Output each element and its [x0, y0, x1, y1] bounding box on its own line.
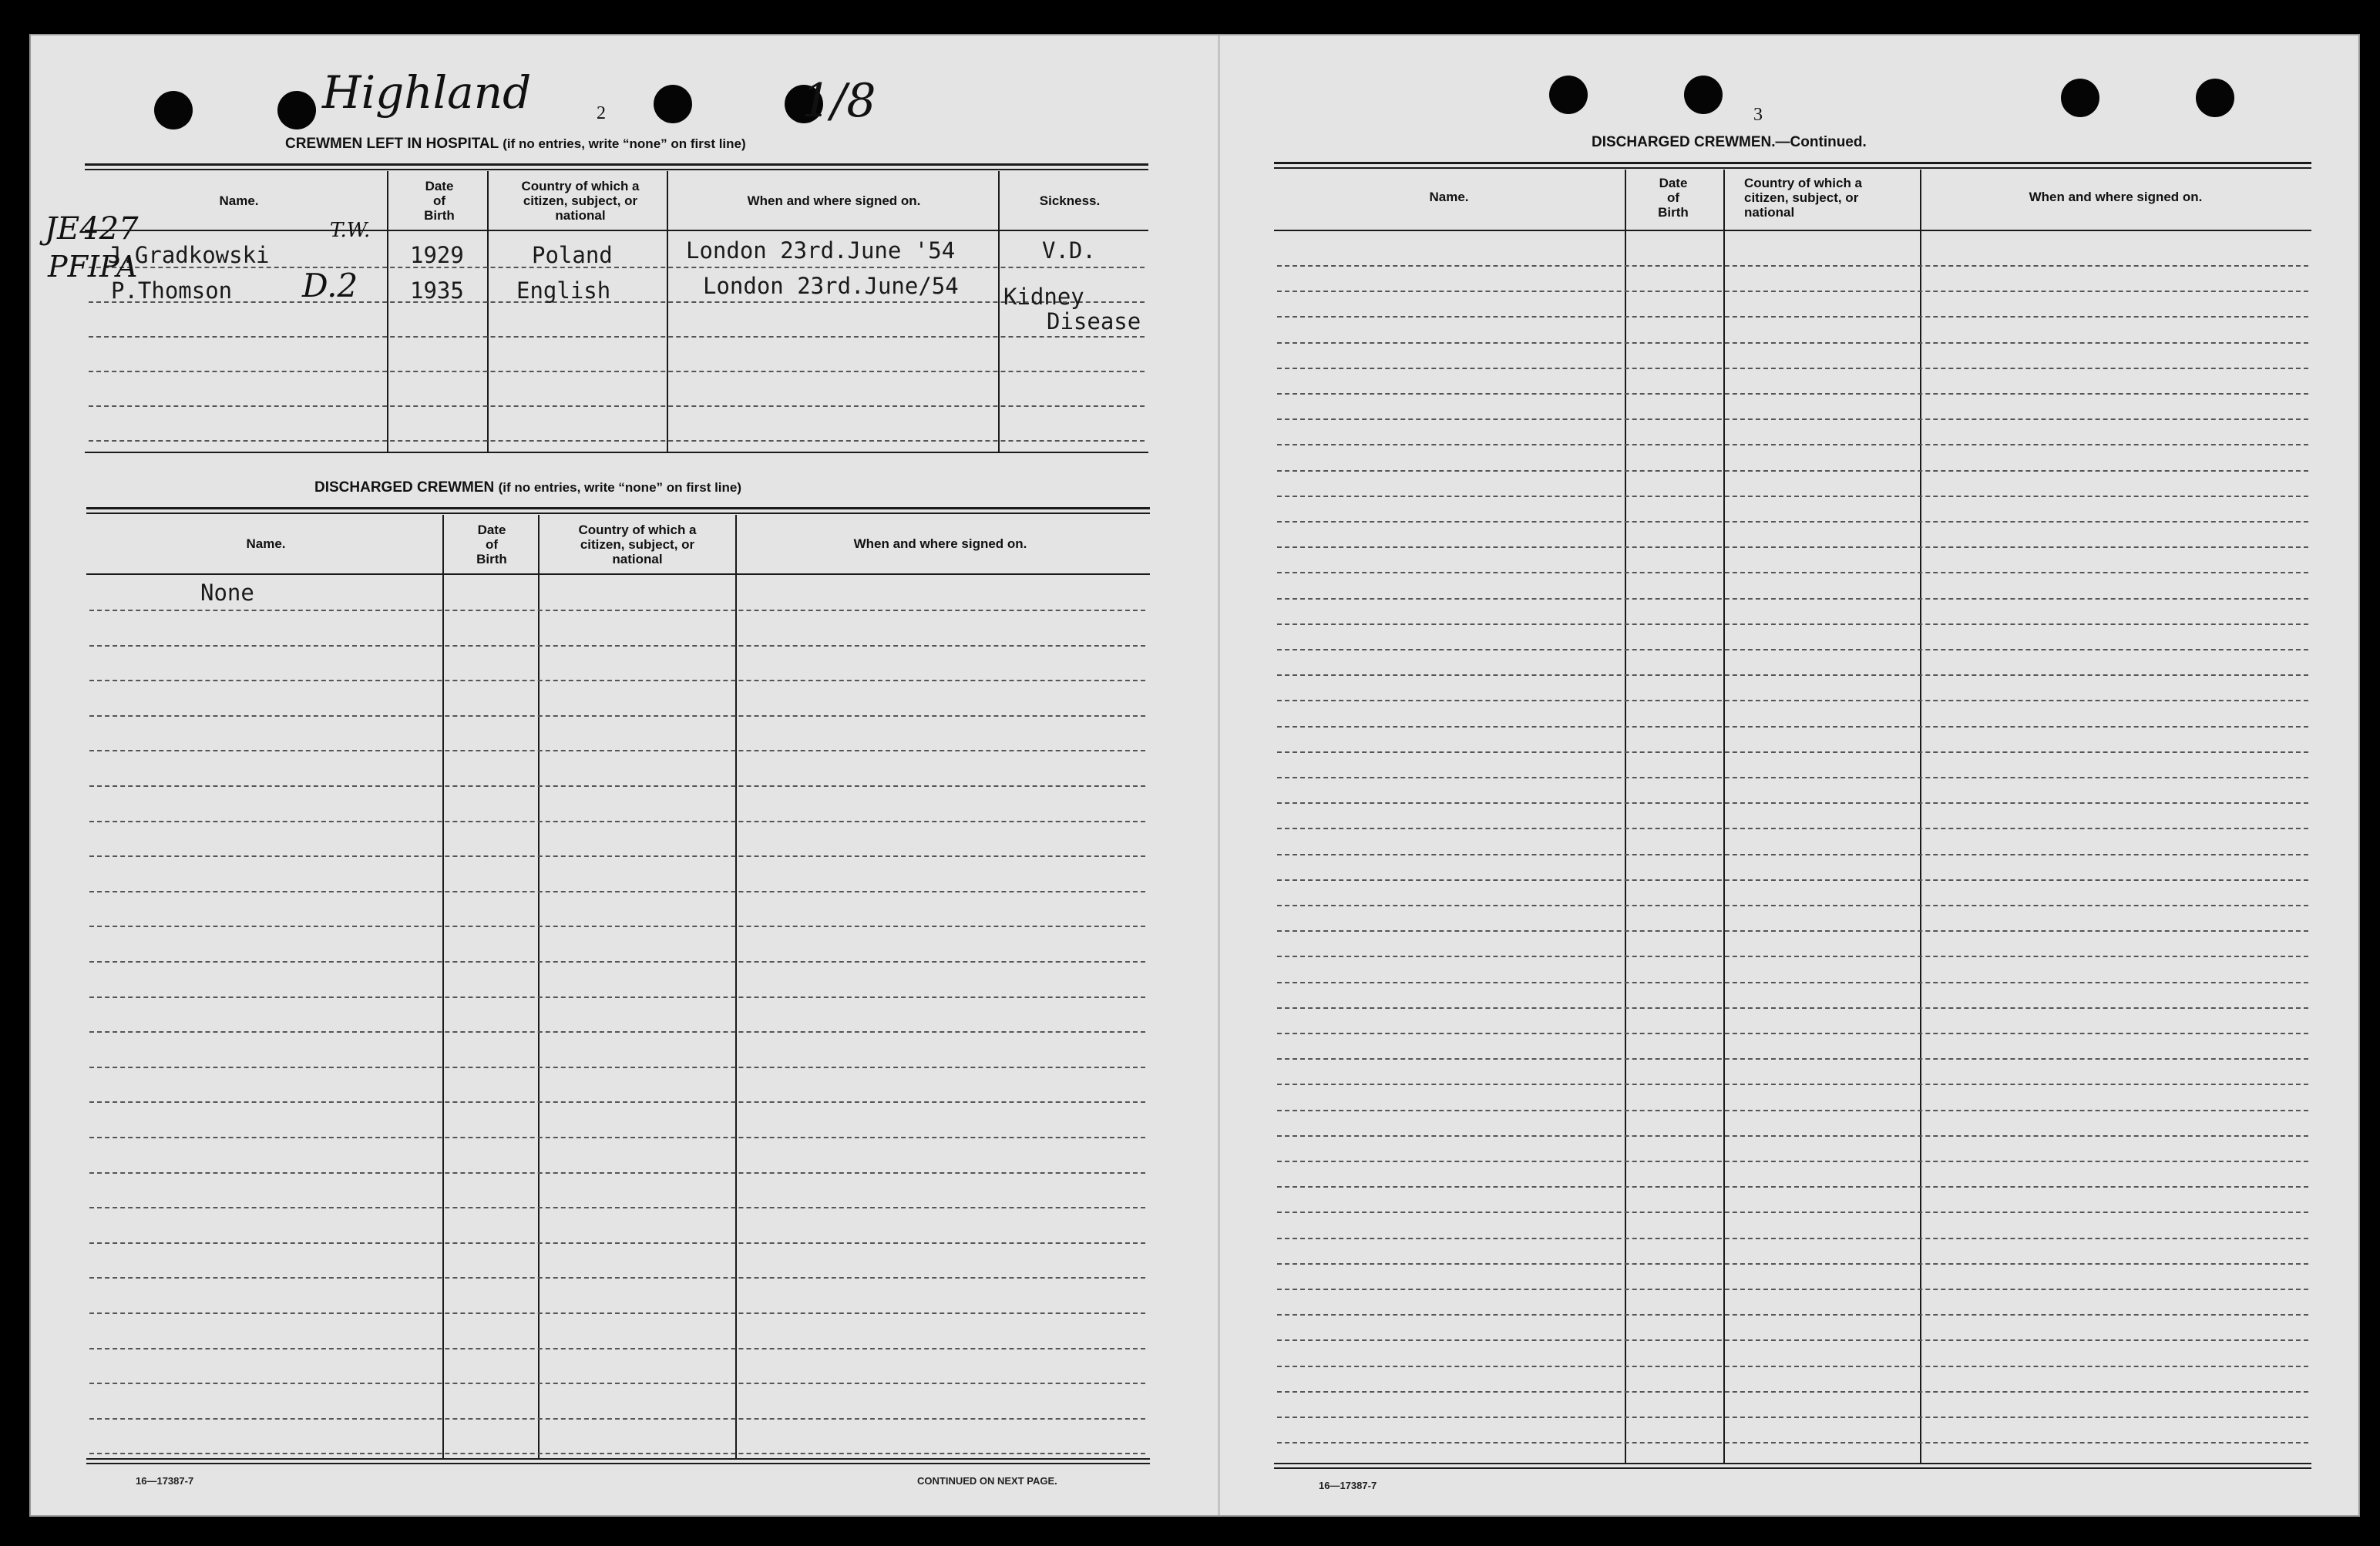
- punch-hole: [1684, 76, 1723, 114]
- entry-line: [89, 926, 1145, 927]
- entry-line: [1277, 674, 2308, 676]
- entry-line: [89, 1277, 1145, 1279]
- entry-line: [1277, 828, 2308, 829]
- hospital-top-rule: [85, 163, 1148, 166]
- entry-line: [89, 1207, 1145, 1208]
- entry-line: [1277, 854, 2308, 855]
- entry-line: [1277, 521, 2308, 523]
- form-number: 16—17387-7: [136, 1475, 194, 1487]
- column-divider: [487, 171, 489, 452]
- punch-hole: [2061, 79, 2099, 117]
- col-name-header: Name.: [1429, 190, 1469, 204]
- right-page: [1222, 35, 2358, 1515]
- right-top-rule: [1274, 162, 2311, 164]
- entry-line: [1277, 572, 2308, 573]
- entry-line: [1277, 726, 2308, 728]
- crew-sickness-line2: Disease: [1047, 308, 1141, 334]
- hospital-section-heading: [285, 136, 746, 153]
- right-bottom-rule: [1274, 1463, 2311, 1464]
- entry-line: [89, 336, 1145, 338]
- entry-line: [1277, 649, 2308, 650]
- crew-dob: 1935: [410, 277, 464, 304]
- crew-sickness: Kidney: [1003, 284, 1084, 310]
- entry-line: [1277, 265, 2308, 267]
- punch-hole: [277, 91, 316, 129]
- crew-annotation: T.W.: [330, 219, 371, 242]
- discharged-top-rule: [86, 507, 1150, 509]
- margin-note: PFIPA: [48, 250, 138, 284]
- entry-line: [1277, 1084, 2308, 1085]
- entry-line: [89, 371, 1145, 372]
- col-sickness-header: Sickness.: [1039, 193, 1101, 208]
- discharged-first-entry: None: [200, 580, 254, 606]
- crew-sickness: V.D.: [1042, 237, 1096, 264]
- form-number: 16—17387-7: [1319, 1480, 1377, 1491]
- column-divider: [1723, 170, 1725, 1464]
- crew-country: Poland: [532, 242, 613, 268]
- entry-line: [1277, 1110, 2308, 1111]
- discharged-header-rule: [86, 573, 1150, 575]
- entry-line: [89, 891, 1145, 892]
- entry-line: [1277, 1314, 2308, 1316]
- col-country-header: Country of which a citizen, subject, or national: [1744, 176, 1862, 220]
- entry-line: [89, 645, 1145, 647]
- entry-line: [1277, 598, 2308, 600]
- hospital-top-rule: [85, 169, 1148, 170]
- discharged-top-rule: [86, 513, 1150, 514]
- entry-line: [89, 1383, 1145, 1384]
- entry-line: [89, 680, 1145, 681]
- entry-line: [1277, 444, 2308, 445]
- entry-line: [1277, 956, 2308, 957]
- crew-dob: 1929: [410, 242, 464, 268]
- column-divider: [667, 171, 668, 452]
- entry-line: [1277, 1417, 2308, 1418]
- col-country-header: Country of which a citizen, subject, or national: [521, 179, 640, 223]
- entry-line: [1277, 1033, 2308, 1034]
- entry-line: [89, 1067, 1145, 1068]
- entry-line: [89, 1242, 1145, 1244]
- entry-line: [1277, 1186, 2308, 1188]
- entry-line: [89, 1418, 1145, 1420]
- entry-line: [1277, 496, 2308, 497]
- punch-hole: [1549, 76, 1588, 114]
- entry-line: [1277, 418, 2308, 420]
- entry-line: [89, 301, 1145, 303]
- entry-line: [1277, 905, 2308, 906]
- punch-hole: [154, 91, 193, 129]
- entry-line: [89, 1348, 1145, 1349]
- entry-line: [1277, 1442, 2308, 1443]
- col-signed-header: When and where signed on.: [747, 193, 921, 208]
- column-divider: [1920, 170, 1921, 1464]
- discharged-heading-text: DISCHARGED CREWMEN: [314, 479, 495, 496]
- page-fold: [1218, 35, 1220, 1515]
- entry-line: [1277, 342, 2308, 344]
- entry-line: [1277, 1007, 2308, 1009]
- entry-line: [1277, 751, 2308, 753]
- entry-line: [89, 610, 1145, 611]
- col-name-header: Name.: [219, 193, 259, 208]
- crew-name: P.Thomson: [111, 277, 233, 304]
- hospital-header-rule: [85, 230, 1148, 231]
- entry-line: [89, 1101, 1145, 1103]
- entry-line: [1277, 1339, 2308, 1341]
- margin-note: JE427: [45, 211, 139, 247]
- col-signed-header: When and where signed on.: [2029, 190, 2203, 204]
- right-bottom-rule: [1274, 1467, 2311, 1469]
- hospital-heading-note: (if no entries, write “none” on first line): [503, 136, 746, 151]
- crew-signed-on: London 23rd.June '54: [686, 237, 956, 264]
- entry-line: [1277, 930, 2308, 932]
- column-divider: [1625, 170, 1626, 1464]
- entry-line: [89, 1172, 1145, 1174]
- discharged-heading-note: (if no entries, write “none” on first line): [498, 480, 742, 495]
- crew-name: J.Gradkowski: [108, 242, 270, 268]
- column-divider: [735, 515, 737, 1460]
- entry-line: [1277, 1212, 2308, 1213]
- entry-line: [89, 715, 1145, 717]
- entry-line: [89, 1137, 1145, 1138]
- discharged-continued-heading: DISCHARGED CREWMEN.—Continued.: [1592, 134, 1867, 150]
- entry-line: [1277, 470, 2308, 472]
- column-divider: [387, 171, 388, 452]
- entry-line: [89, 1312, 1145, 1314]
- page-number: 2: [597, 103, 606, 123]
- entry-line: [1277, 1263, 2308, 1265]
- col-name-header: Name.: [246, 536, 286, 551]
- hospital-bottom-rule: [85, 452, 1148, 453]
- col-dob-header: Date of Birth: [424, 179, 455, 223]
- right-top-rule: [1274, 167, 2311, 169]
- discharged-bottom-rule: [86, 1463, 1150, 1464]
- col-dob-header: Date of Birth: [1658, 176, 1689, 220]
- entry-line: [1277, 1391, 2308, 1393]
- entry-line: [89, 440, 1145, 442]
- entry-line: [1277, 1238, 2308, 1239]
- document-sheet: [29, 34, 2360, 1517]
- entry-line: [1277, 623, 2308, 625]
- entry-line: [1277, 1161, 2308, 1162]
- entry-line: [1277, 393, 2308, 395]
- col-dob-header: Date of Birth: [476, 523, 507, 566]
- entry-line: [1277, 291, 2308, 292]
- entry-line: [89, 1453, 1145, 1454]
- discharged-section-heading: [314, 479, 741, 496]
- entry-line: [1277, 777, 2308, 778]
- hospital-heading-text: CREWMEN LEFT IN HOSPITAL: [285, 136, 499, 152]
- col-signed-header: When and where signed on.: [853, 536, 1027, 551]
- entry-line: [89, 996, 1145, 998]
- crew-signed-on: London 23rd.June/54: [703, 273, 959, 299]
- continued-note: CONTINUED ON NEXT PAGE.: [917, 1475, 1057, 1487]
- entry-line: [1277, 1366, 2308, 1367]
- entry-line: [89, 785, 1145, 787]
- entry-line: [89, 855, 1145, 857]
- column-divider: [538, 515, 540, 1460]
- entry-line: [1277, 316, 2308, 318]
- crew-annotation: D.2: [302, 267, 358, 304]
- entry-line: [1277, 1289, 2308, 1290]
- entry-line: [89, 1031, 1145, 1033]
- right-header-rule: [1274, 230, 2311, 231]
- crew-country: English: [516, 277, 611, 304]
- page-number: 3: [1753, 105, 1763, 125]
- col-country-header: Country of which a citizen, subject, or national: [578, 523, 697, 566]
- entry-line: [89, 961, 1145, 963]
- column-divider: [998, 171, 1000, 452]
- entry-line: [89, 821, 1145, 822]
- entry-line: [1277, 879, 2308, 881]
- entry-line: [1277, 368, 2308, 369]
- punch-hole: [2196, 79, 2234, 117]
- discharged-bottom-rule: [86, 1458, 1150, 1460]
- entry-line: [1277, 1058, 2308, 1060]
- entry-line: [1277, 1135, 2308, 1137]
- entry-line: [1277, 982, 2308, 983]
- punch-hole: [654, 85, 692, 123]
- handwritten-mark: 1/8: [802, 74, 876, 128]
- entry-line: [1277, 700, 2308, 701]
- entry-line: [89, 750, 1145, 751]
- handwritten-title: Highland: [322, 66, 532, 119]
- column-divider: [442, 515, 444, 1460]
- entry-line: [1277, 546, 2308, 548]
- entry-line: [89, 405, 1145, 407]
- left-page: [31, 35, 1210, 1515]
- entry-line: [1277, 802, 2308, 804]
